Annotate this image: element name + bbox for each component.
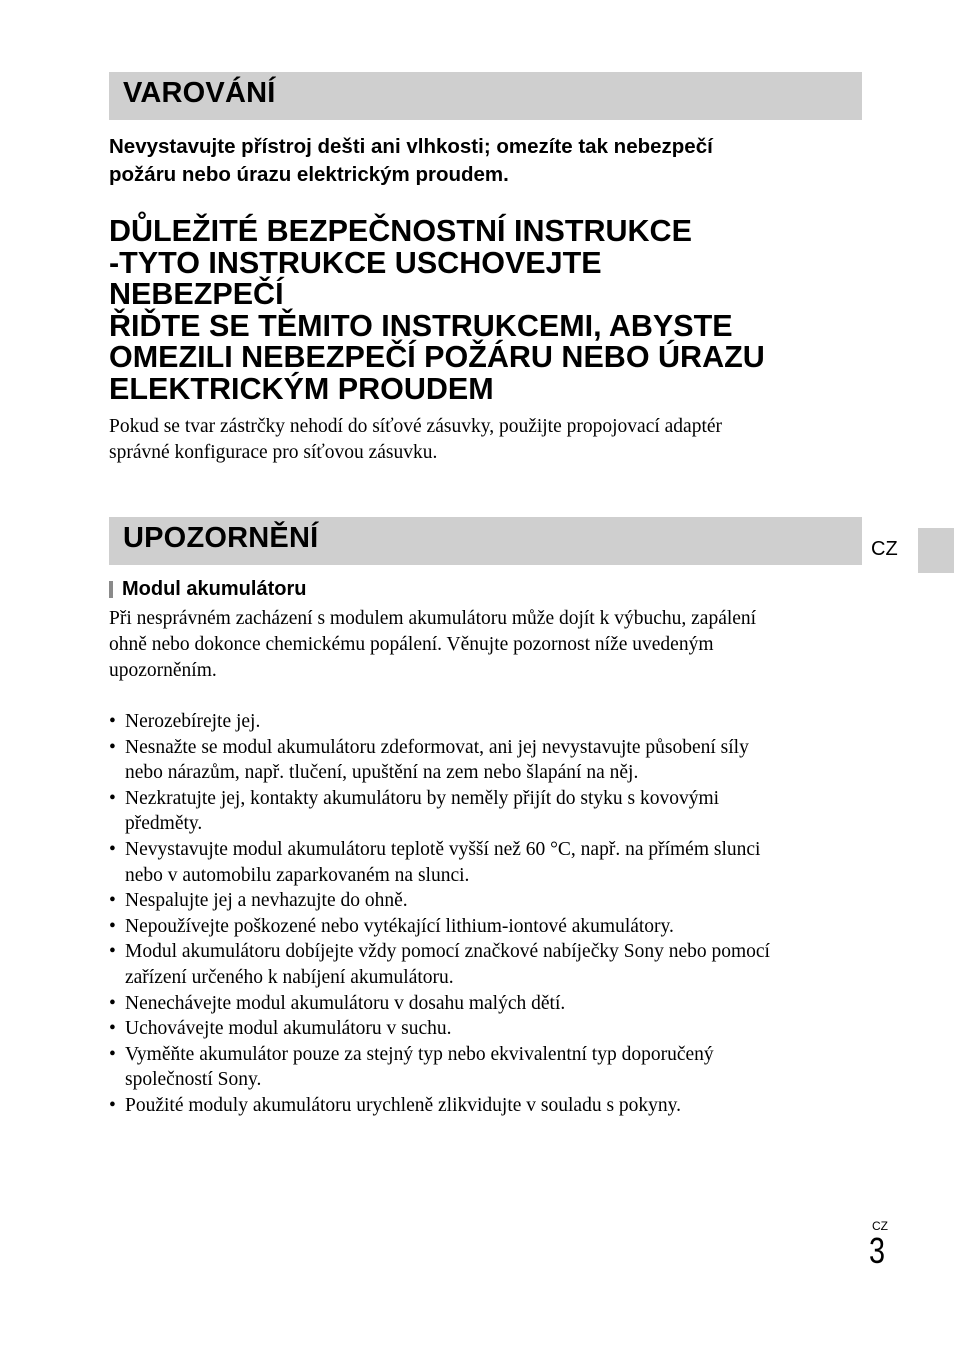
list-item-line (109, 914, 879, 940)
note-line: správné konfigurace pro síťovou zásuvku. (109, 442, 438, 463)
bullet-icon: • (109, 992, 116, 1014)
list-item-text: Nezkratujte jej, kontakty akumulátoru by neměly přijít do styku s kovovými (125, 787, 720, 809)
list-item (109, 914, 879, 940)
language-side-tab (918, 528, 954, 573)
bullet-icon: • (109, 1043, 116, 1065)
list-item-line (109, 735, 879, 761)
list-item-text: společností Sony. (125, 1069, 262, 1091)
list-item-text: Nesnažte se modul akumulátoru zdeformovat, ani jej nevystavujte působení síly (125, 736, 749, 758)
bullet-icon: • (109, 711, 116, 732)
heading-line: ŘIĎTE SE TĚMITO INSTRUKCEMI, ABYSTE (109, 308, 733, 343)
list-item-continuation (109, 760, 879, 786)
list-item-text: nebo nárazům, např. tlučení, upuštění na zem nebo šlapání na něj. (125, 762, 639, 784)
list-item (109, 709, 879, 735)
page-number: 3 (869, 1230, 886, 1271)
list-item-text: předměty. (125, 813, 203, 835)
section-title: UPOZORNĚNÍ (123, 522, 319, 554)
language-side-label: CZ (871, 538, 898, 560)
heading-line: -TYTO INSTRUKCE USCHOVEJTE (109, 245, 602, 280)
plug-adapter-note (109, 414, 869, 466)
warning-line: požáru nebo úrazu elektrickým proudem. (109, 163, 509, 186)
battery-subheading (109, 578, 306, 601)
bullet-icon: • (109, 736, 116, 758)
list-item (109, 939, 879, 990)
list-item-text: nebo v automobilu zaparkovaném na slunci. (125, 864, 470, 886)
note-line: Pokud se tvar zástrčky nehodí do síťové zásuvky, použijte propojovací adaptér (109, 416, 723, 437)
list-item-line (109, 786, 879, 812)
section-title: VAROVÁNÍ (123, 77, 276, 109)
bullet-icon: • (109, 1018, 116, 1040)
list-item-text: Nevystavujte modul akumulátoru teplotě vyšší než 60 °C, např. na přímém slunci (125, 838, 761, 860)
list-item-line (109, 991, 879, 1017)
list-item-text: Nenechávejte modul akumulátoru v dosahu malých dětí. (125, 992, 566, 1014)
list-item-text: Použité moduly akumulátoru urychleně zlikvidujte v souladu s pokyny. (125, 1094, 682, 1116)
heading-line: OMEZILI NEBEZPEČÍ POŽÁRU NEBO ÚRAZU (109, 340, 765, 374)
list-item (109, 888, 879, 914)
heading-line: DŮLEŽITÉ BEZPEČNOSTNÍ INSTRUKCE (109, 214, 692, 248)
list-item-line (109, 1016, 879, 1042)
list-item-continuation (109, 811, 879, 837)
list-item (109, 786, 879, 837)
list-item-continuation (109, 1067, 879, 1093)
battery-precautions-list (109, 709, 879, 1119)
heading-line: ELEKTRICKÝM PROUDEM (109, 371, 494, 406)
list-item-line (109, 1093, 879, 1119)
intro-line: ohně nebo dokonce chemickému popálení. Věnujte pozornost níže uvedeným (109, 634, 714, 655)
list-item-text: Vyměňte akumulátor pouze za stejný typ nebo ekvivalentní typ doporučený (125, 1043, 714, 1065)
subheading-text: Modul akumulátoru (122, 578, 307, 600)
section-header-varovani (109, 72, 862, 120)
list-item-text: zařízení určeného k nabíjení akumulátoru. (125, 966, 454, 988)
bullet-icon: • (109, 941, 116, 963)
bullet-icon: • (109, 915, 116, 937)
list-item-line (109, 837, 879, 863)
list-item (109, 1042, 879, 1093)
list-item-continuation (109, 863, 879, 889)
list-item (109, 1093, 879, 1119)
list-item-text: Nepoužívejte poškozené nebo vytékající lithium-iontové akumulátory. (125, 915, 674, 937)
list-item-text: Nerozebírejte jej. (125, 711, 261, 732)
heading-line: NEBEZPEČÍ (109, 277, 284, 311)
intro-line: Při nesprávném zacházení s modulem akumulátoru může dojít k výbuchu, zapálení (109, 608, 757, 629)
list-item (109, 991, 879, 1017)
list-item-text: Nespalujte jej a nevhazujte do ohně. (125, 890, 408, 912)
bullet-icon: • (109, 890, 116, 912)
intro-line: upozorněním. (109, 660, 217, 681)
list-item (109, 837, 879, 888)
section-header-upozorneni (109, 517, 862, 565)
list-item (109, 735, 879, 786)
list-item-line (109, 709, 879, 735)
list-item-text: Uchovávejte modul akumulátoru v suchu. (125, 1018, 452, 1040)
bullet-icon: • (109, 838, 116, 860)
warning-text (109, 133, 869, 189)
list-item-line (109, 888, 879, 914)
battery-intro (109, 606, 869, 684)
list-item-line (109, 1042, 879, 1068)
safety-instructions-heading (109, 216, 869, 405)
list-item-line (109, 939, 879, 965)
warning-line: Nevystavujte přístroj dešti ani vlhkosti; omezíte tak nebezpečí (109, 135, 713, 158)
subheading-marker-icon (109, 581, 113, 598)
list-item-continuation (109, 965, 879, 991)
list-item-text: Modul akumulátoru dobíjejte vždy pomocí značkové nabíječky Sony nebo pomocí (125, 941, 770, 963)
bullet-icon: • (109, 1094, 116, 1116)
page-language-code: CZ (872, 1219, 888, 1233)
bullet-icon: • (109, 787, 116, 809)
list-item (109, 1016, 879, 1042)
